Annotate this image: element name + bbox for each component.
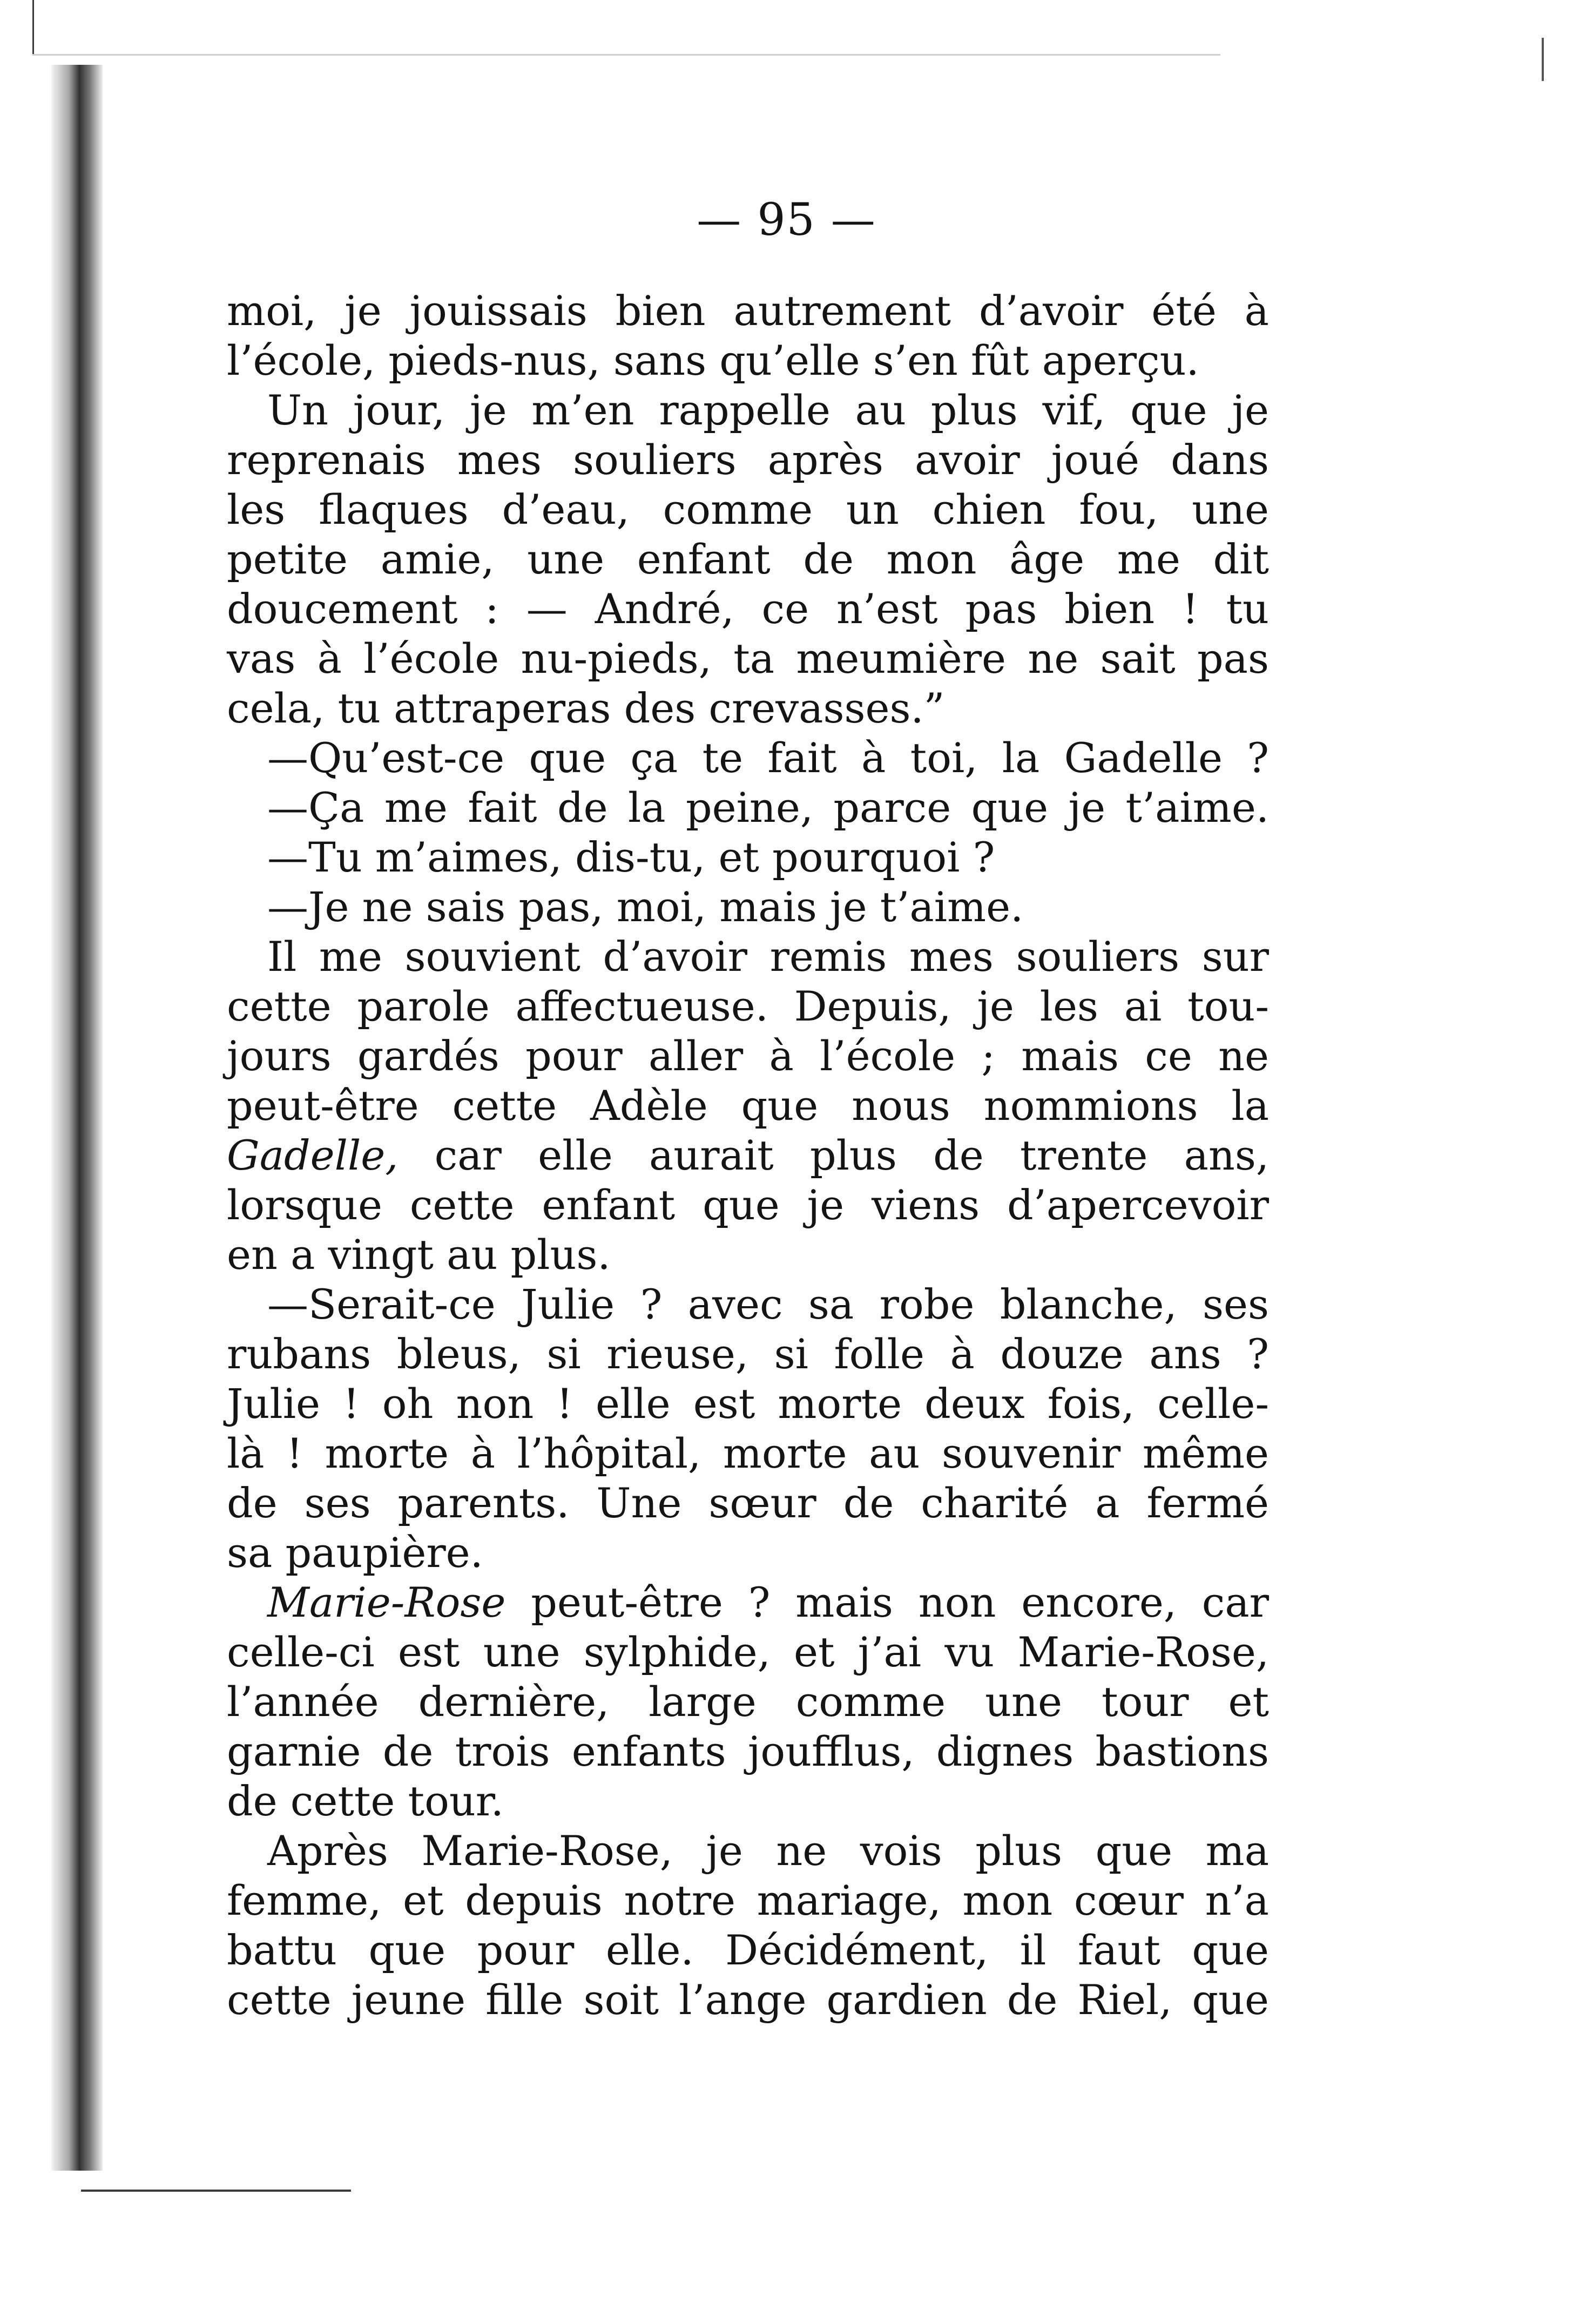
book-binding-edge (51, 65, 103, 2171)
text-line: Il me souvient d’avoir remis mes souliers sur (267, 933, 1269, 981)
body-text (227, 286, 1269, 2025)
text-line: en a vingt au plus. (227, 1231, 611, 1279)
scan-right-mark (1542, 38, 1544, 81)
text-line: battu que pour elle. Décidément, il faut que (227, 1926, 1269, 1974)
text-line: de cette tour. (227, 1777, 504, 1825)
text-line: lorsque cette enfant que je viens d’apercevoir (227, 1181, 1269, 1229)
page-number: — 95 — (697, 194, 876, 246)
text-line: Julie ! oh non ! elle est morte deux fois, celle- (227, 1380, 1269, 1428)
text-line: petite amie, une enfant de mon âge me dit (227, 535, 1269, 583)
text-line: femme, et depuis notre mariage, mon cœur n’a (227, 1876, 1269, 1924)
text-line: peut-être cette Adèle que nous nommions la (227, 1082, 1269, 1130)
text-line: —Tu m’aimes, dis-tu, et pourquoi ? (267, 833, 995, 881)
text-line: —Ça me fait de la peine, parce que je t’aime. (267, 783, 1269, 832)
text-line: l’année dernière, large comme une tour et (227, 1678, 1269, 1726)
text-line: —Serait-ce Julie ? avec sa robe blanche, ses (267, 1280, 1269, 1328)
text-line: de ses parents. Une sœur de charité a fermé (227, 1479, 1269, 1527)
text-line: cette jeune fille soit l’ange gardien de Riel, que (227, 1976, 1269, 2024)
text-line: Gadelle, car elle aurait plus de trente ans, (227, 1131, 1269, 1179)
text-line: rubans bleus, si rieuse, si folle à douze ans ? (227, 1330, 1269, 1378)
text-line: jours gardés pour aller à l’école ; mais ce ne (227, 1032, 1269, 1080)
text-line: reprenais mes souliers après avoir joué dans (227, 436, 1269, 484)
scan-top-edge (32, 54, 1220, 56)
text-line: les flaques d’eau, comme un chien fou, une (227, 485, 1269, 533)
text-line: Un jour, je m’en rappelle au plus vif, que je (267, 386, 1269, 434)
text-line: —Qu’est-ce que ça te fait à toi, la Gadelle ? (267, 734, 1269, 782)
text-line: Après Marie-Rose, je ne vois plus que ma (267, 1827, 1269, 1875)
italic-name: Gadelle, (227, 1131, 399, 1179)
text-line: celle-ci est une sylphide, et j’ai vu Marie-Rose, (227, 1628, 1269, 1676)
text-line: là ! morte à l’hôpital, morte au souvenir même (227, 1429, 1269, 1477)
text-line: Marie-Rose peut-être ? mais non encore, car (267, 1578, 1269, 1626)
text-line: doucement : — André, ce n’est pas bien ! tu (227, 585, 1269, 633)
scan-bottom-edge (81, 2190, 351, 2192)
italic-name: Marie-Rose (267, 1578, 506, 1626)
scan-corner-mark (32, 0, 34, 54)
text-line: —Je ne sais pas, moi, mais je t’aime. (267, 883, 1024, 931)
text-line: l’école, pieds-nus, sans qu’elle s’en fût aperçu. (227, 336, 1199, 384)
text-line: moi, je jouissais bien autrement d’avoir été à (227, 287, 1269, 335)
text-line: cela, tu attraperas des crevasses.” (227, 684, 945, 732)
text-line: garnie de trois enfants joufflus, dignes bastions (227, 1727, 1269, 1775)
text-line: cette parole affectueuse. Depuis, je les ai tou- (227, 982, 1269, 1030)
text-line: vas à l’école nu-pieds, ta meumière ne sait pas (227, 634, 1269, 683)
text-line: sa paupière. (227, 1529, 483, 1577)
